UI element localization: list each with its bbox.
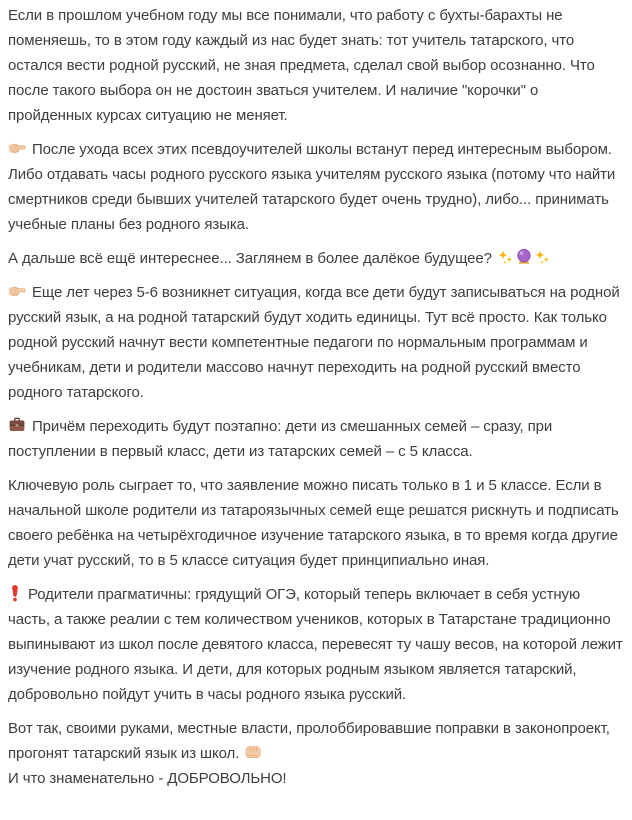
paragraph-3 — [8, 246, 624, 271]
paragraph-text: Причём переходить будут поэтапно: дети из смешанных семей – сразу, при поступлении в первый класс, дети из татарских семей – с 5 класса. — [8, 418, 553, 460]
paragraph-text: Родители прагматичны: грядущий ОГЭ, который теперь включает в себя устную часть, а также реалии с тем количеством учеников, которых в Татарстане традиционно выпинывают из школ после девятого класса, перевесят ту чашу весов, на которой лежит изучение родного языка. И дети, для которых родным языком является татарский, добровольно пойдут учить в часы родного языка русский. — [8, 586, 623, 703]
red-exclamation-icon — [8, 584, 22, 602]
paragraph-text: Вот так, своими руками, местные власти, пролоббировавшие поправки в законопроект, прогонят татарский язык из школ. — [8, 720, 610, 762]
paragraph-text: А дальше всё ещё интереснее... Заглянем в более далёкое будущее? — [8, 250, 492, 267]
paragraph-7 — [8, 582, 624, 707]
paragraph-4 — [8, 280, 624, 405]
paragraph-text: Ключевую роль сыграет то, что заявление можно писать только в 1 и 5 классе. Если в начальной школе родители из татароязычных семей еще решатся рискнуть и подписать своего ребёнка на четырёхгодичное изучение татарского языка, в то время когда другие дети учат русский, то в 5 классе ситуация будет принципиально иная. — [8, 477, 619, 569]
sparkles-icon — [534, 249, 551, 266]
pointing-right-icon — [8, 282, 26, 300]
crystal-ball-icon — [515, 248, 533, 266]
paragraph-text: Еще лет через 5-6 возникнет ситуация, когда все дети будут записываться на родной русский язык, а на родной татарский будут ходить единицы. Тут всё просто. Как только родной русский начнут вести компетентные педагоги по нормальным программам и учебникам, дети и родители массово начнут переходить на родной русский вместо родного татарского. — [8, 284, 620, 401]
paragraph-1 — [8, 3, 624, 128]
paragraph-8 — [8, 716, 624, 791]
paragraph-text: И что знаменательно - ДОБРОВОЛЬНО! — [8, 770, 287, 787]
paragraph-text: Если в прошлом учебном году мы все понимали, что работу с бухты-барахты не поменяешь, то в этом году каждый из нас будет знать: тот учитель татарского, что остался вести родной русский, не зная предмета, сделал свой выбор осознанно. Что после такого выбора он не достоин зваться учителем. И наличие "корочки" о пройденных курсах ситуацию не меняет. — [8, 7, 595, 124]
paragraph-6 — [8, 473, 624, 573]
fist-icon — [244, 743, 262, 761]
paragraph-5 — [8, 414, 624, 464]
pointing-right-icon — [8, 139, 26, 157]
briefcase-icon — [8, 416, 26, 434]
sparkles-icon — [497, 249, 514, 266]
paragraph-text: После ухода всех этих псевдоучителей школы встанут перед интересным выбором. Либо отдавать часы родного русского языка учителям русского языка (потому что найти смертников среди бывших учителей татарского будет очень трудно), либо... принимать учебные планы без родного языка. — [8, 141, 616, 233]
paragraph-2 — [8, 137, 624, 237]
